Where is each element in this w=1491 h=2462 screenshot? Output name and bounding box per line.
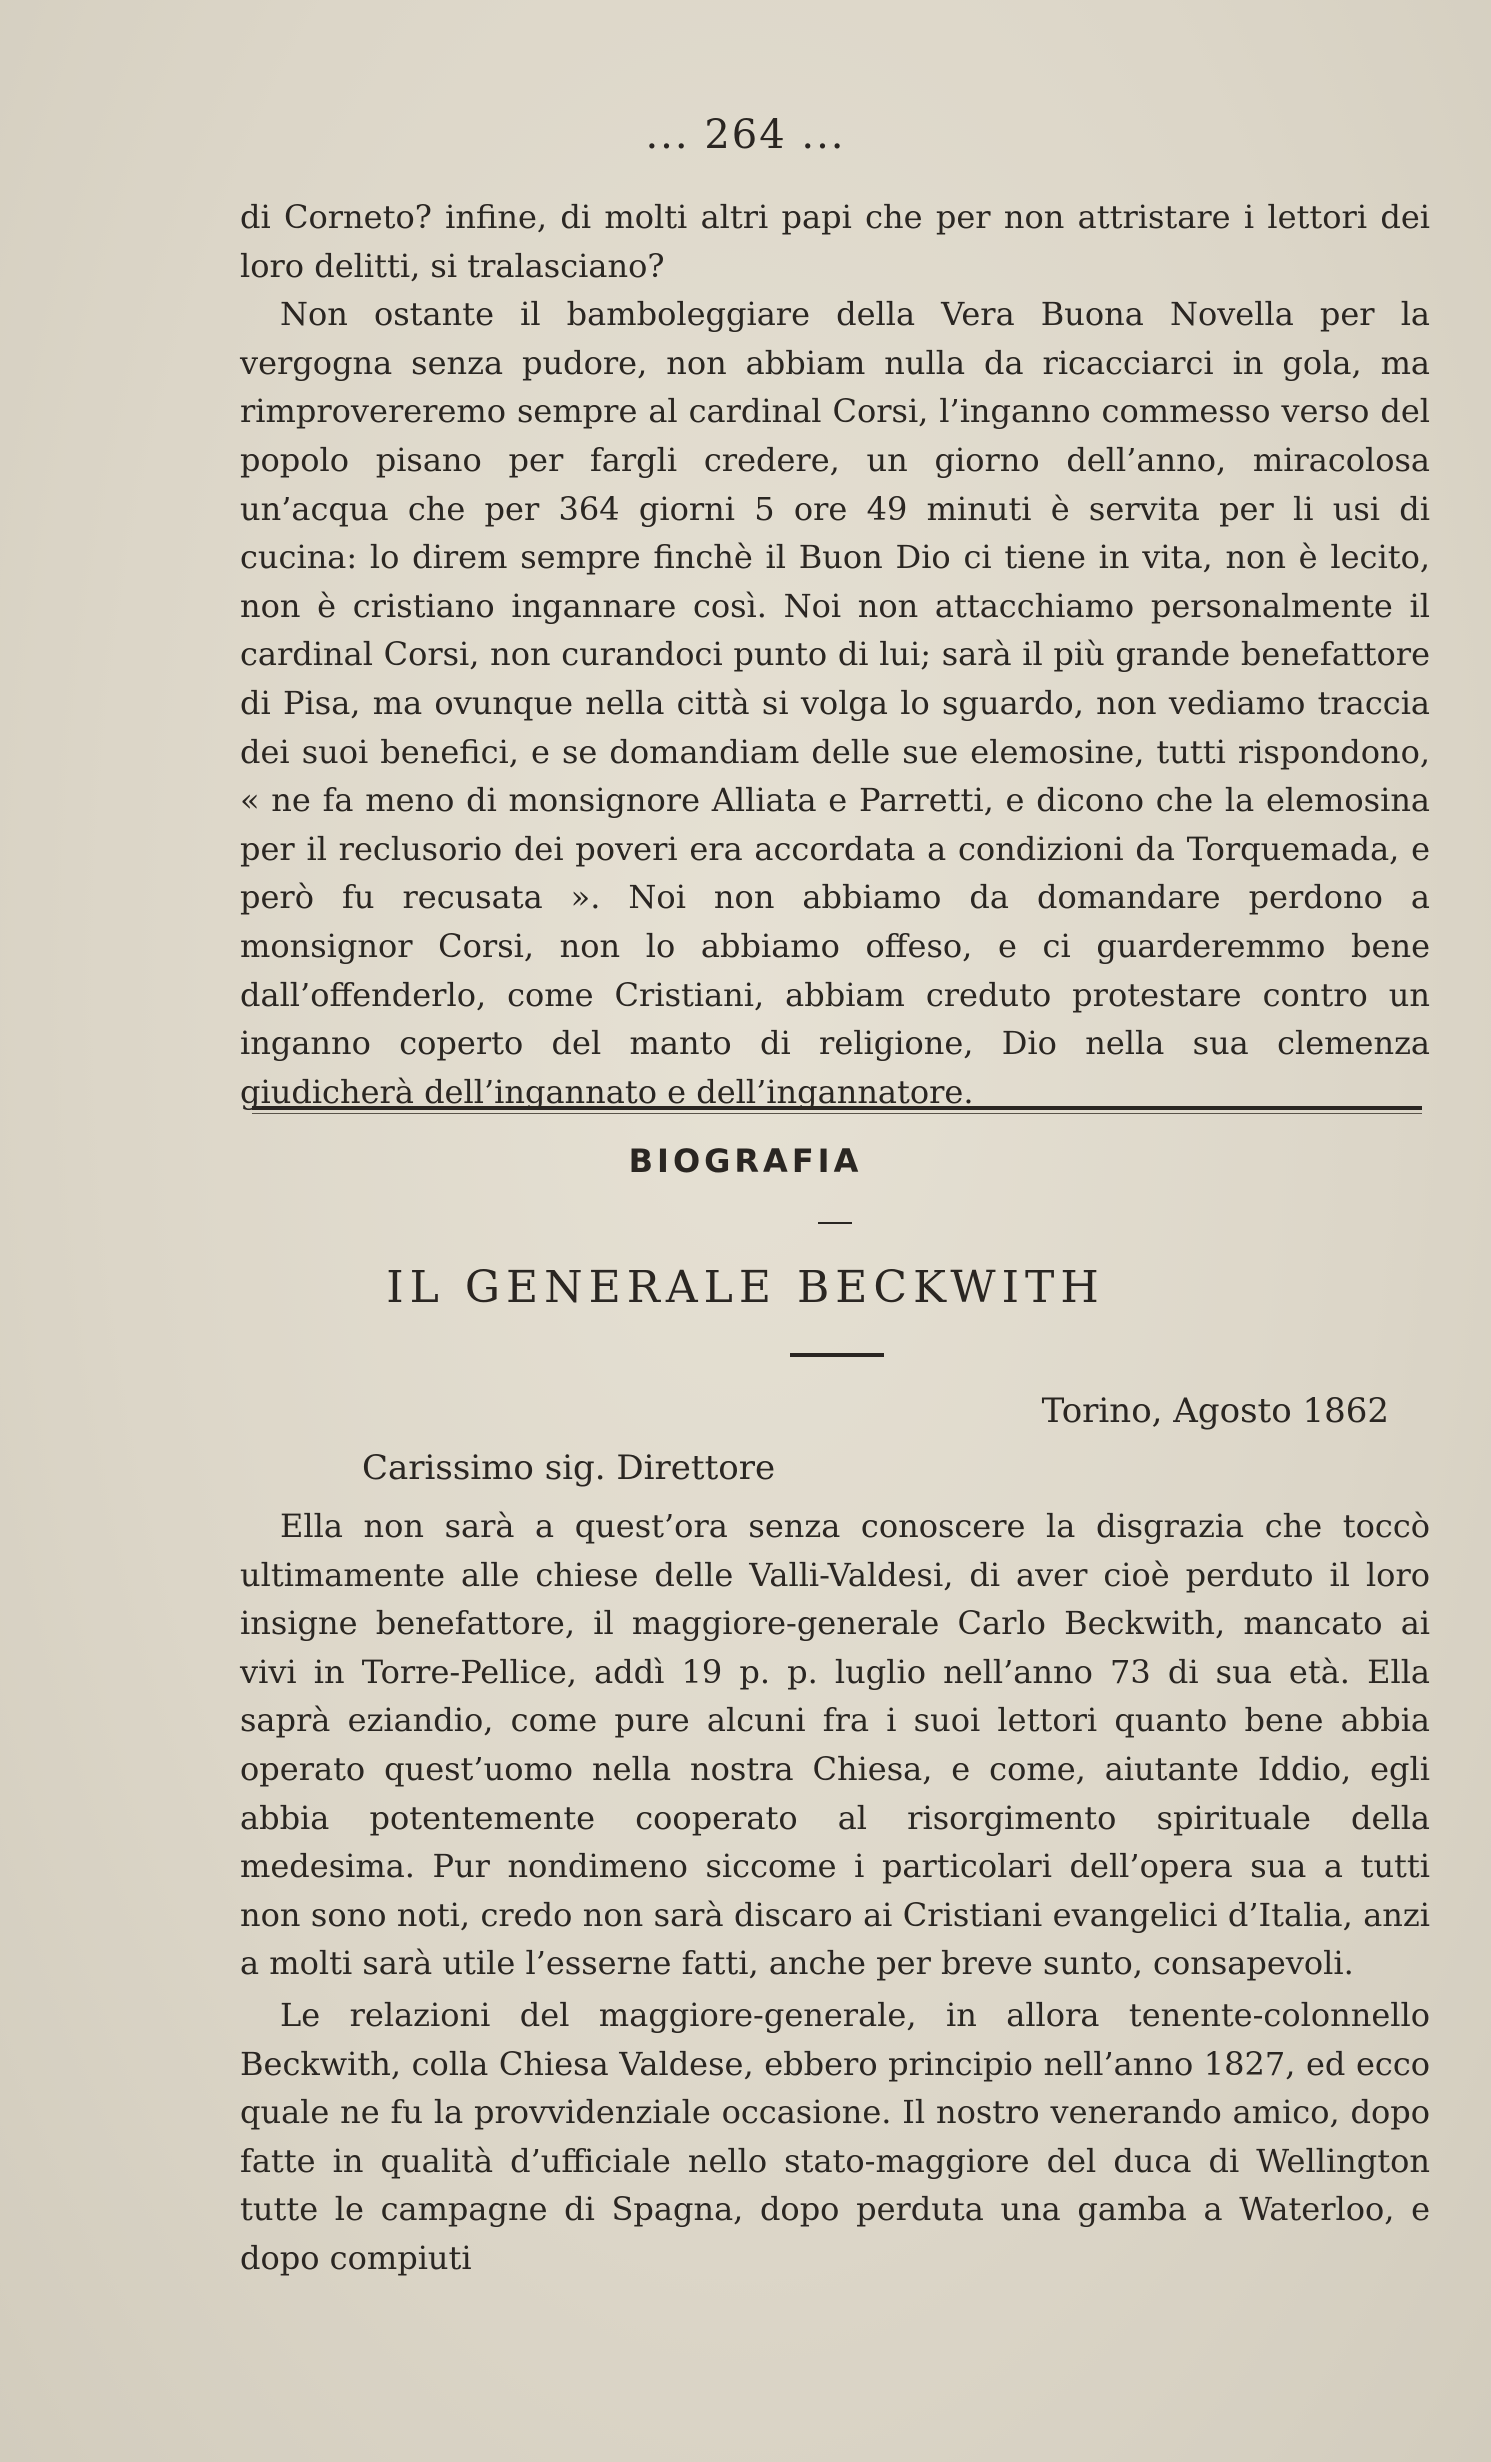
paragraph: Ella non sarà a quest’ora senza conoscere la disgrazia che toccò ultimamente alle chiese delle Valli-Valdesi, di aver cioè perduto il loro insigne benefattore, il maggiore-generale Carlo Beckwith, mancato ai vivi in Torre-Pellice, addì 19 p. p. luglio nell’anno 73 di sua età. Ella saprà eziandio, come pure alcuni fra i suoi lettori quanto bene abbia operato quest’uomo nella nostra Chiesa, e come, aiutante Iddio, egli abbia potentemente cooperato al risorgimento spirituale della medesima. Pur nondimeno siccome i particolari dell’opera sua a tutti non sono noti, credo non sarà discaro ai Cristiani evangelici d’Italia, anzi a molti sarà utile l’esserne fatti, anche per breve sunto, consapevoli.	[240, 1507, 1430, 1983]
letter-body	[240, 1502, 1430, 2286]
heading-dash	[818, 1222, 852, 1224]
paragraph: Non ostante il bamboleggiare della Vera Buona Novella per la vergogna senza pudore, non abbiam nulla da ricacciarci in gola, ma rimprovereremo sempre al cardinal Corsi, l’inganno commesso verso del popolo pisano per fargli credere, un giorno dell’anno, miracolosa un’acqua che per 364 giorni 5 ore 49 minuti è servita per li usi di cucina: lo direm sempre finchè il Buon Dio ci tiene in vita, non è lecito, non è cristiano ingannare così. Noi non attacchiamo personalmente il cardinal Corsi, non curandoci punto di lui; sarà il più grande benefattore di Pisa, ma ovunque nella città si volga lo sguardo, non vediamo traccia dei suoi benefici, e se domandiam delle sue elemosine, tutti rispondono, « ne fa meno di monsignore Alliata e Parretti, e dicono che la elemosina per il reclusorio dei poveri era accordata a condizioni da Torquemada, e però fu recusata ». Noi non abbiamo da domandare perdono a monsignor Corsi, non lo abbiamo offeso, e ci guarderemmo bene dall’offenderlo, come Cristiani, abbiam creduto protestare contro un inganno coperto del manto di religione, Dio nella sua clemenza giudicherà dell’ingannato e dell’ingannatore.	[240, 295, 1430, 1111]
section-heading: BIOGRAFIA	[628, 1142, 863, 1180]
salutation: Carissimo sig. Direttore	[362, 1448, 776, 1488]
page-number: ... 264 ...	[645, 112, 846, 158]
top-text-block	[240, 193, 1430, 1116]
dateline: Torino, Agosto 1862	[1041, 1391, 1389, 1431]
article-title: IL GENERALE BECKWITH	[386, 1262, 1105, 1313]
section-divider	[252, 1106, 1422, 1110]
title-rule	[790, 1353, 884, 1357]
paragraph: di Corneto? infine, di molti altri papi che per non attristare i lettori dei loro delitti, si tralasciano?	[240, 198, 1430, 285]
paragraph: Le relazioni del maggiore-generale, in allora tenente-colonnello Beckwith, colla Chiesa Valdese, ebbero principio nell’anno 1827, ed ecco quale ne fu la provvidenziale occasione. Il nostro venerando amico, dopo fatte in qualità d’ufficiale nello stato-maggiore del duca di Wellington tutte le campagne di Spagna, dopo perduta una gamba a Waterloo, e dopo compiuti	[240, 1995, 1430, 2277]
